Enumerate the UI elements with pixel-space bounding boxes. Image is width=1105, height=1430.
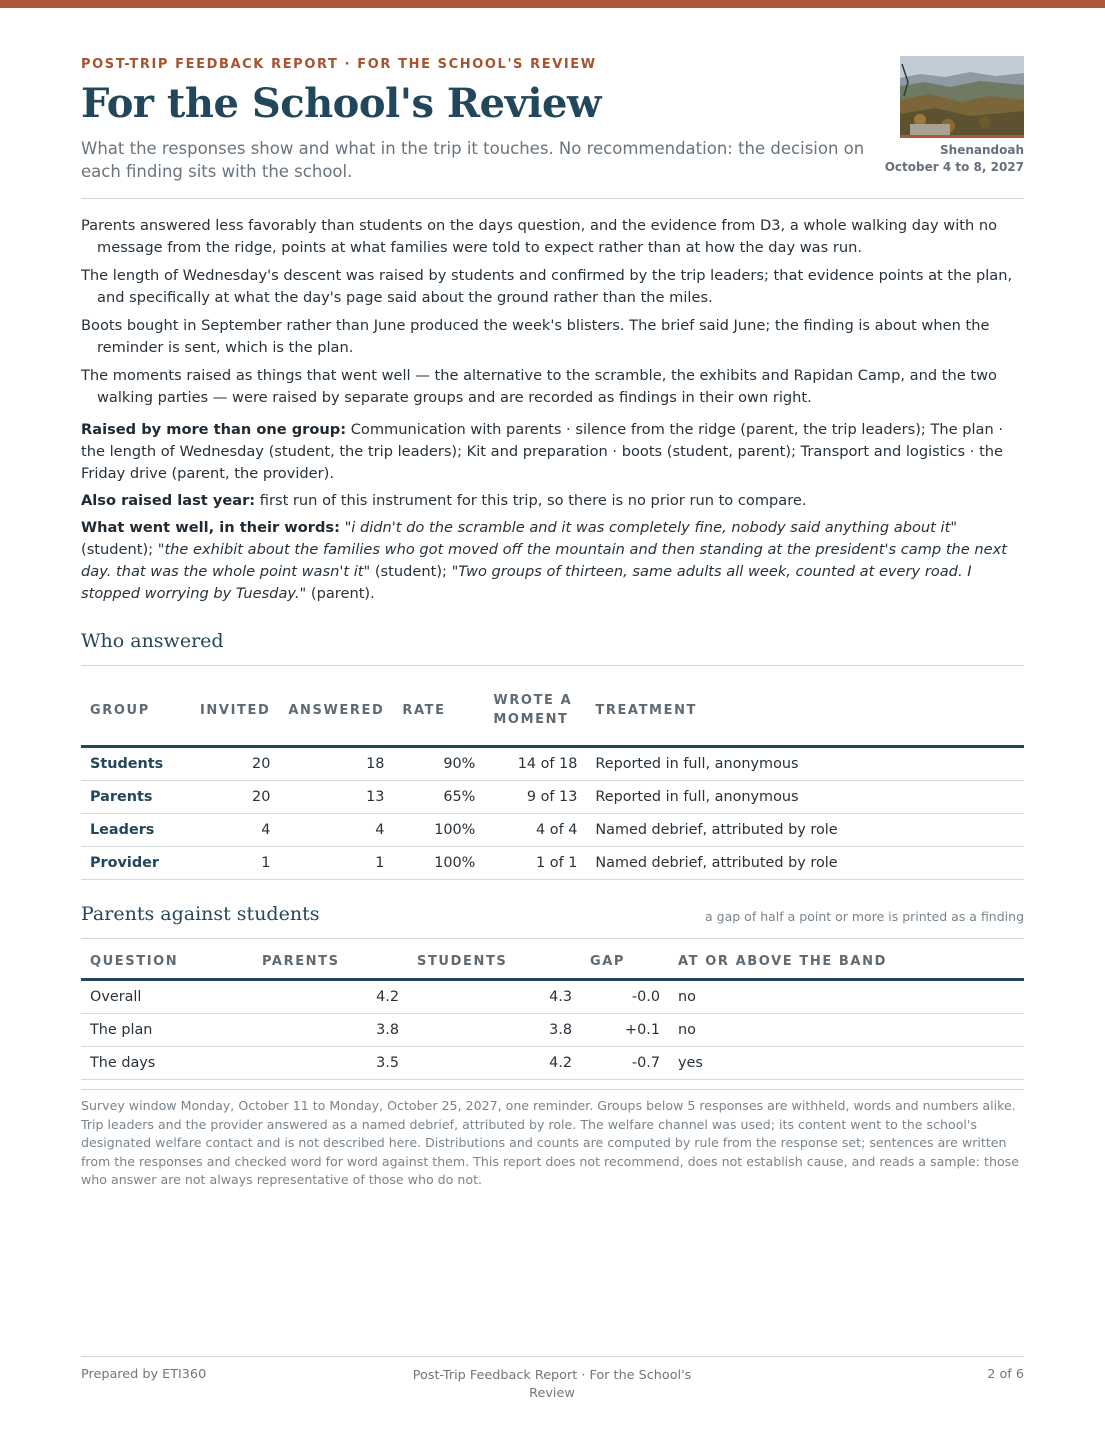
cell-parents: 4.2 (253, 979, 408, 1013)
quote-attribution: (student); (81, 541, 158, 558)
last-year-label: Also raised last year: (81, 492, 256, 509)
column-header-rate: RATE (393, 676, 484, 746)
cell-invited: 20 (191, 780, 279, 813)
destination-photo (900, 56, 1024, 138)
cell-answered: 18 (279, 746, 393, 780)
cell-treatment: Reported in full, anonymous (586, 780, 1024, 813)
table-row (81, 979, 1024, 1013)
page-title: For the School's Review (81, 80, 601, 127)
quote-student-scramble: "i didn't do the scramble and it was completely fine, nobody said anything about it" (344, 519, 958, 536)
cell-parents: 3.5 (253, 1046, 408, 1079)
cell-wrote-moment: 9 of 13 (484, 780, 586, 813)
cell-group: Parents (81, 780, 191, 813)
cell-group: Leaders (81, 813, 191, 846)
cell-band: no (669, 979, 1024, 1013)
comparison-table (81, 945, 1024, 1080)
cell-students: 4.2 (408, 1046, 581, 1079)
cell-group: Provider (81, 846, 191, 879)
top-accent-bar (0, 0, 1105, 8)
cell-band: no (669, 1013, 1024, 1046)
cell-wrote-moment: 1 of 1 (484, 846, 586, 879)
column-header-gap: GAP (581, 945, 669, 979)
section-heading-who-answered: Who answered (81, 630, 224, 652)
footer-report-title: Post-Trip Feedback Report · For the School's Review (412, 1368, 692, 1401)
column-header-invited: INVITED (191, 676, 279, 746)
cell-rate: 90% (393, 746, 484, 780)
table-row (81, 746, 1024, 780)
cell-students: 4.3 (408, 979, 581, 1013)
band-note: a gap of half a point or more is printed as a finding (705, 909, 1024, 924)
multi-group-text: Communication with parents · silence from the ridge (parent, the trip leaders); The plan · the length of Wednesday (student, the trip leaders); Kit and preparation · boots (student, parent); Transport and logistics · the Friday drive (parent, the provider). (81, 421, 1004, 482)
cell-rate: 100% (393, 813, 484, 846)
table-row (81, 813, 1024, 846)
cell-rate: 65% (393, 780, 484, 813)
footnote-divider (81, 1089, 1024, 1090)
column-header-treatment: TREATMENT (586, 676, 1024, 746)
cell-wrote-moment: 14 of 18 (484, 746, 586, 780)
cell-invited: 20 (191, 746, 279, 780)
mountain-landscape-image (900, 56, 1024, 135)
table-header-row (81, 676, 1024, 746)
section-divider (81, 665, 1024, 666)
cell-treatment: Reported in full, anonymous (586, 746, 1024, 780)
quote-attribution: (student); (370, 563, 452, 580)
cell-invited: 4 (191, 813, 279, 846)
column-header-parents: PARENTS (253, 945, 408, 979)
multi-group-label: Raised by more than one group: (81, 421, 347, 438)
column-header-students: STUDENTS (408, 945, 581, 979)
table-row (81, 1013, 1024, 1046)
photo-caption (841, 142, 1024, 176)
cell-treatment: Named debrief, attributed by role (586, 846, 1024, 879)
cell-parents: 3.8 (253, 1013, 408, 1046)
footer-divider (81, 1356, 1024, 1357)
cell-rate: 100% (393, 846, 484, 879)
column-header-question: QUESTION (81, 945, 253, 979)
quote-student-exhibit: "the exhibit about the families who got moved off the mountain and then standing at the president's camp the next day. that was the whole point wasn't it" (81, 541, 1008, 580)
finding-item: The length of Wednesday's descent was raised by students and confirmed by the trip leaders; that evidence points at the plan, and specifically at what the day's page said about the ground rather than the miles. (81, 267, 1013, 306)
quote-parent-groups: "Two groups of thirteen, same adults all week, counted at every road. I stopped worrying by Tuesday." (81, 563, 972, 602)
last-year-text: first run of this instrument for this trip, so there is no prior run to compare. (255, 492, 807, 509)
went-well-label: What went well, in their words: (81, 519, 340, 536)
cell-question: The plan (81, 1013, 253, 1046)
cell-answered: 13 (279, 780, 393, 813)
findings-meta (81, 419, 1024, 605)
cell-answered: 1 (279, 846, 393, 879)
table-row (81, 1046, 1024, 1079)
last-year-summary (81, 490, 1024, 512)
column-header-answered: ANSWERED (279, 676, 393, 746)
cell-gap: -0.7 (581, 1046, 669, 1079)
footer-preparer: Prepared by ETI360 (81, 1367, 207, 1382)
methodology-footnote: Survey window Monday, October 11 to Monday, October 25, 2027, one reminder. Groups below 5 responses are withheld, words and numbers alike. Trip leaders and the provider answered as a named debrief, attributed by role. The welfare channel was used; its content went to the school's designated welfare contact and is not described here. Distributions and counts are computed by rule from the response set; sentences are written from the responses and checked word for word against them. This report does not recommend, does not establish cause, and reads a sample: those who answer are not always representative of those who do not. (81, 1098, 1019, 1188)
cell-question: The days (81, 1046, 253, 1079)
finding-item: Boots bought in September rather than June produced the week's blisters. The brief said June; the finding is about when the reminder is sent, which is the plan. (81, 317, 990, 356)
who-answered-table (81, 676, 1024, 880)
page-subtitle: What the responses show and what in the trip it touches. No recommendation: the decision on each finding sits with the school. (81, 139, 865, 181)
column-header-group: GROUP (81, 676, 191, 746)
photo-caption-dates: October 4 to 8, 2027 (884, 160, 1024, 174)
cell-band: yes (669, 1046, 1024, 1079)
cell-group: Students (81, 746, 191, 780)
cell-invited: 1 (191, 846, 279, 879)
findings-section (81, 215, 1024, 610)
quote-attribution: (parent). (306, 585, 375, 602)
cell-answered: 4 (279, 813, 393, 846)
column-header-band: AT OR ABOVE THE BAND (669, 945, 1024, 979)
photo-caption-place: Shenandoah (940, 143, 1024, 157)
cell-students: 3.8 (408, 1013, 581, 1046)
footer-page-number: 2 of 6 (987, 1367, 1024, 1382)
went-well-summary (81, 517, 1024, 605)
multi-group-summary (81, 419, 1024, 485)
table-row (81, 846, 1024, 879)
cell-gap: +0.1 (581, 1013, 669, 1046)
table-row (81, 780, 1024, 813)
header-divider (81, 198, 1024, 199)
section-heading-parents-vs-students: Parents against students (81, 903, 320, 925)
cell-gap: -0.0 (581, 979, 669, 1013)
finding-item: Parents answered less favorably than students on the days question, and the evidence from D3, a whole walking day with no message from the ridge, points at what families were told to expect rather than at how the day was run. (81, 217, 998, 256)
report-eyebrow: POST-TRIP FEEDBACK REPORT · FOR THE SCHOOL'S REVIEW (81, 57, 597, 72)
finding-item: The moments raised as things that went well — the alternative to the scramble, the exhibits and Rapidan Camp, and the two walking parties — were raised by separate groups and are recorded as findings in their own right. (81, 367, 997, 406)
cell-question: Overall (81, 979, 253, 1013)
cell-wrote-moment: 4 of 4 (484, 813, 586, 846)
column-header-wrote-moment: WROTE A MOMENT (484, 676, 586, 746)
table-header-row (81, 945, 1024, 979)
section-divider (81, 938, 1024, 939)
cell-treatment: Named debrief, attributed by role (586, 813, 1024, 846)
